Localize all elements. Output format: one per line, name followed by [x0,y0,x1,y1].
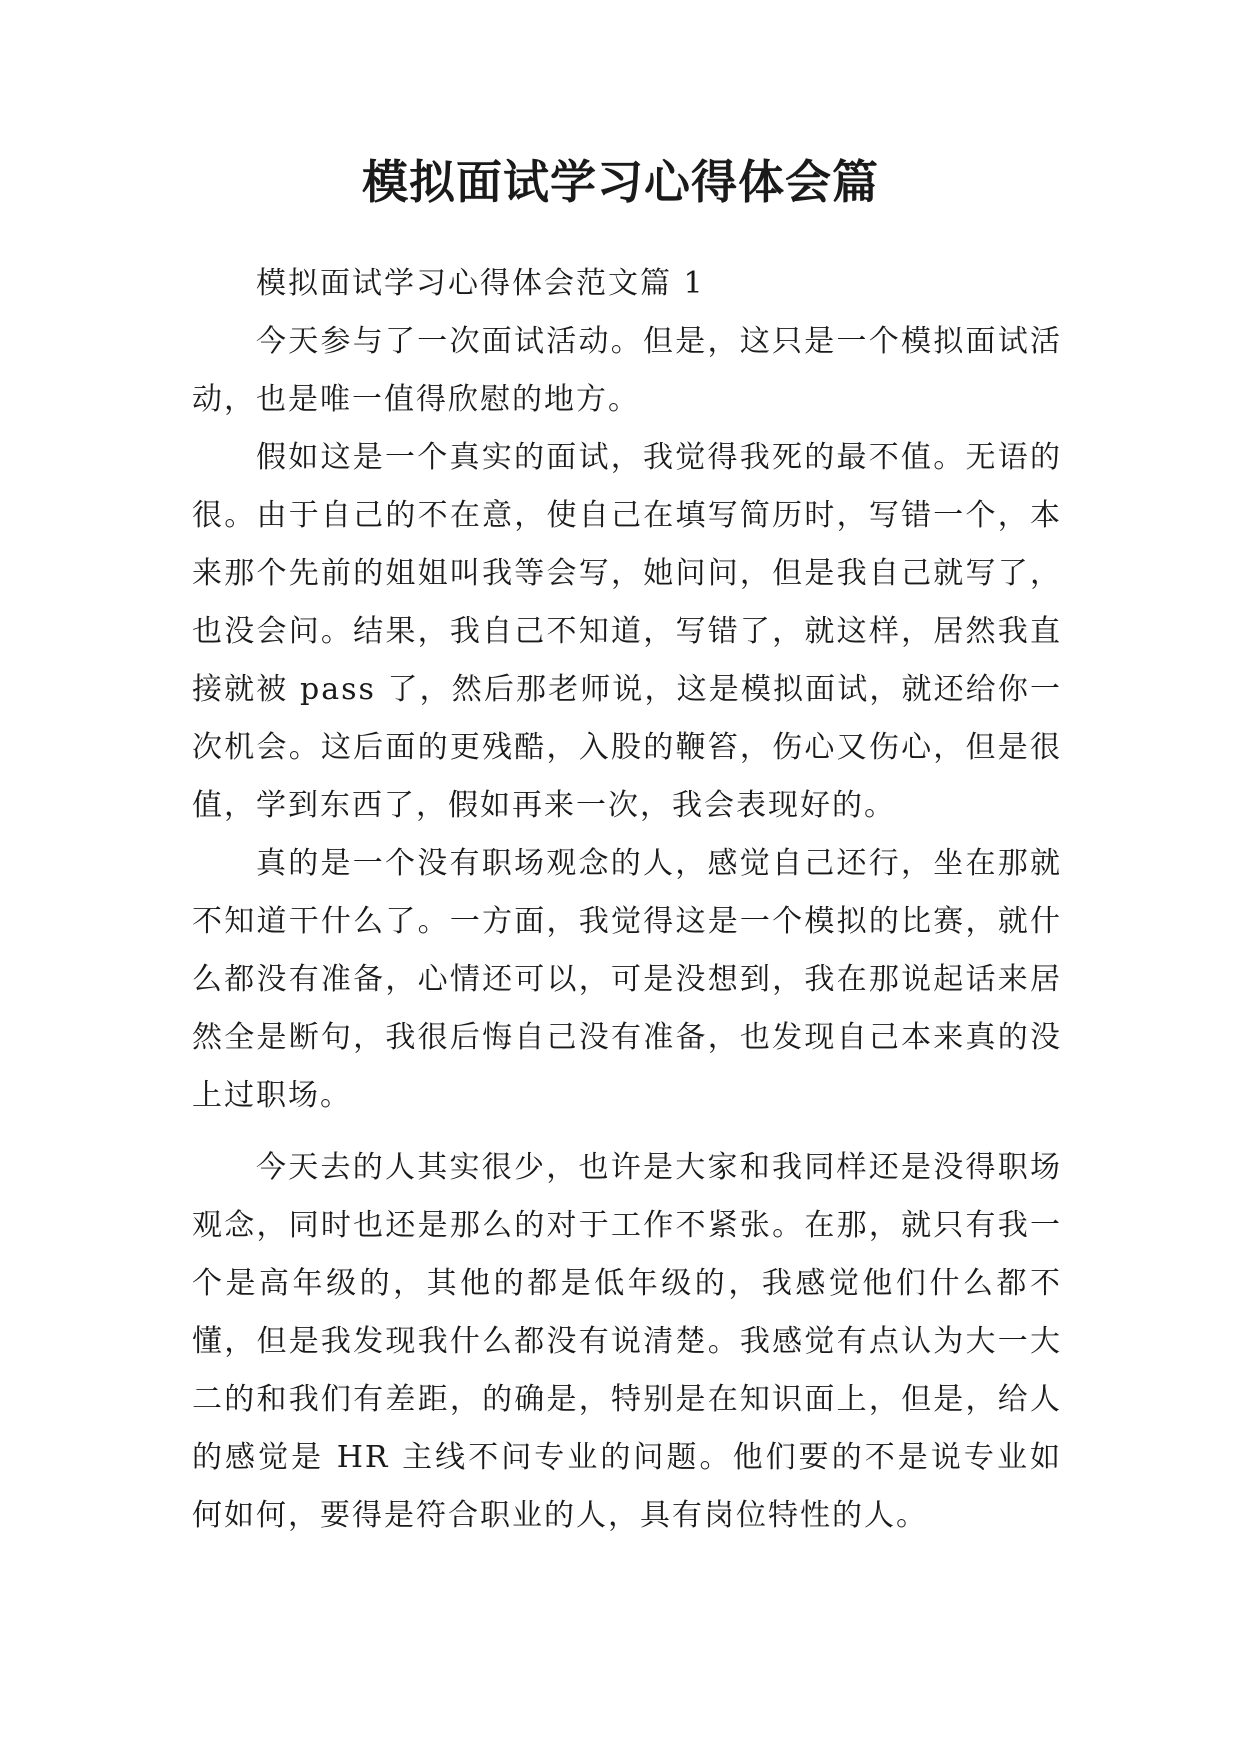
paragraph-4: 今天去的人其实很少，也许是大家和我同样还是没得职场观念，同时也还是那么的对于工作不紧张。在那，就只有我一个是高年级的，其他的都是低年级的，我感觉他们什么都不懂，但是我发现我什么都没有说清楚。我感觉有点认为大一大二的和我们有差距，的确是，特别是在知识面上，但是，给人的感觉是 HR 主线不问专业的问题。他们要的不是说专业如何如何，要得是符合职业的人，具有岗位特性的人。 [192,1150,1062,1533]
section-heading: 模拟面试学习心得体会范文篇 1 [256,266,705,301]
document-body [192,255,1062,1545]
document-title: 模拟面试学习心得体会篇 [362,155,879,209]
paragraph-2: 假如这是一个真实的面试，我觉得我死的最不值。无语的很。由于自己的不在意，使自己在填写简历时，写错一个，本来那个先前的姐姐叫我等会写，她问问，但是我自己就写了，也没会问。结果，我自己不知道，写错了，就这样，居然我直接就被 pass 了，然后那老师说，这是模拟面试，就还给你一次机会。这后面的更残酷，入股的鞭笞，伤心又伤心，但是很值，学到东西了，假如再来一次，我会表现好的。 [192,440,1062,823]
paragraph-1: 今天参与了一次面试活动。但是，这只是一个模拟面试活动，也是唯一值得欣慰的地方。 [192,324,1062,417]
paragraph-3: 真的是一个没有职场观念的人，感觉自己还行，坐在那就不知道干什么了。一方面，我觉得这是一个模拟的比赛，就什么都没有准备，心情还可以，可是没想到，我在那说起话来居然全是断句，我很后悔自己没有准备，也发现自己本来真的没上过职场。 [192,846,1062,1113]
